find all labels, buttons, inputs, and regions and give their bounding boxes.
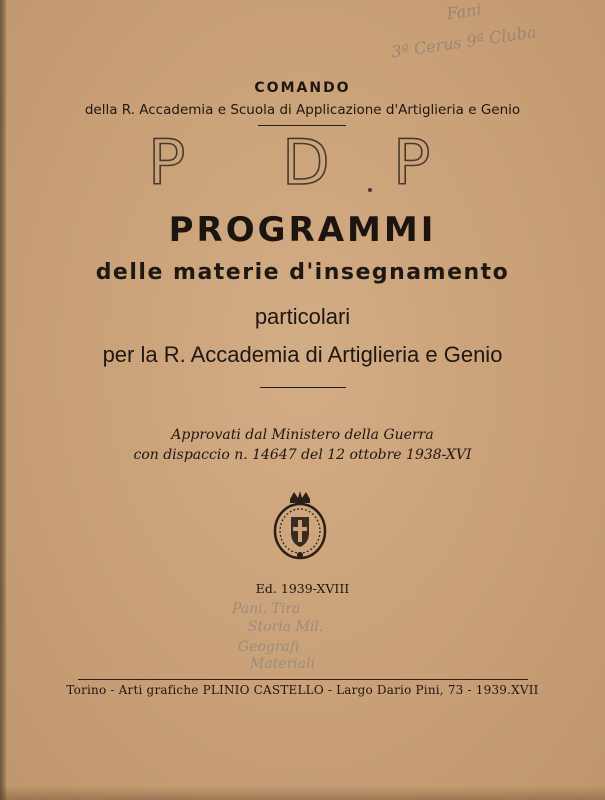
approval-line2: con dispaccio n. 14647 del 12 ottobre 1938-XVI (133, 447, 472, 463)
handwritten-note-middle-line3: Geografi (238, 639, 300, 655)
handwritten-note-middle-line4: Materiali (250, 656, 316, 672)
approval-line1: Approvati dal Ministero della Guerra (171, 427, 434, 443)
title-accademia: per la R. Accademia di Artiglieria e Genio (102, 342, 503, 367)
pencil-letter-d: D (282, 126, 330, 199)
header-subtitle: della R. Accademia e Scuola di Applicazione d'Artiglieria e Genio (84, 102, 521, 118)
handwritten-note-middle (228, 600, 378, 680)
handwritten-note-middle-line1: Pani, Tira (232, 601, 301, 617)
handwritten-note-top (385, 0, 605, 75)
pencil-letter-p-right: P (393, 126, 431, 199)
header-comando: COMANDO (254, 80, 351, 96)
page-bottom-edge (0, 786, 605, 800)
handwritten-note-middle-line2: Storia Mil. (248, 619, 324, 635)
title-programmi: PROGRAMMI (168, 210, 437, 250)
pencil-dot (368, 188, 372, 192)
book-spine (0, 0, 6, 800)
handwritten-note-top-line1: Fani (445, 0, 483, 24)
divider-bottom (78, 679, 528, 680)
edition-label: Ed. 1939-XVIII (255, 581, 350, 596)
title-materie: delle materie d'insegnamento (95, 260, 510, 285)
pencil-letter-p-left: P (148, 126, 186, 199)
printer-imprint: Torino - Arti grafiche PLINIO CASTELLO - Largo Dario Pini, 73 - 1939.XVII (66, 683, 539, 697)
savoy-crest-icon (272, 489, 328, 561)
handwritten-note-top-line2: 3ª Cerus 9ª Cluba (390, 22, 538, 62)
divider-middle (260, 387, 346, 388)
title-particolari: particolari (254, 304, 351, 329)
